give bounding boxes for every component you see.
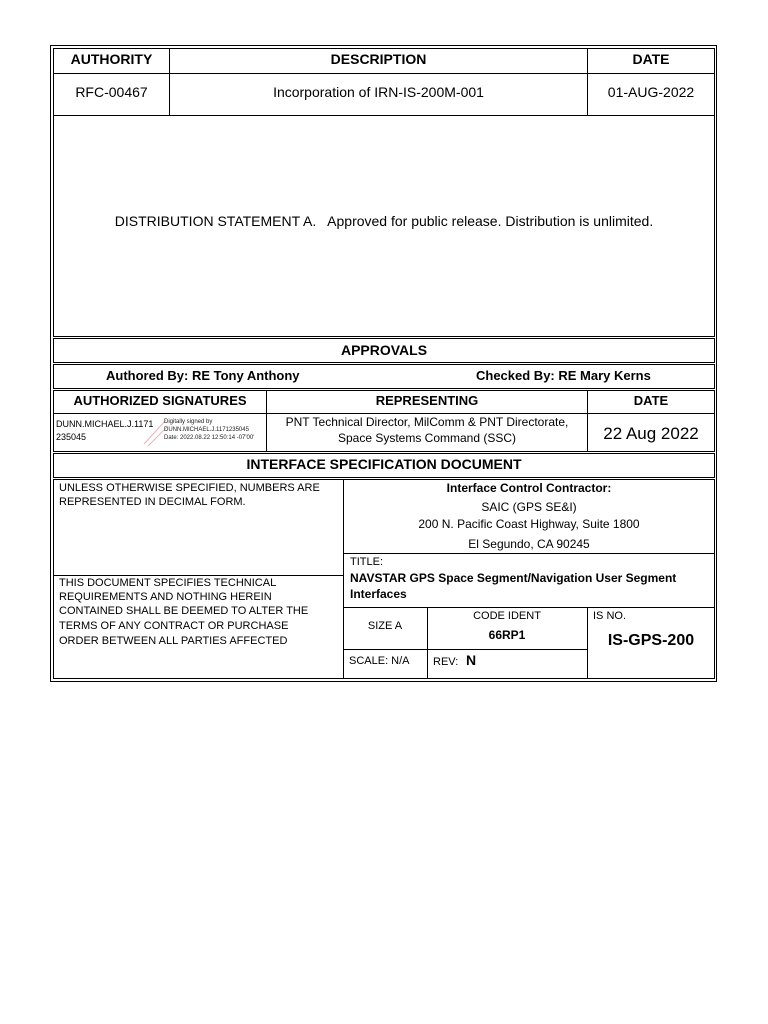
date-value: 01-AUG-2022	[607, 84, 695, 100]
decimal-note-line1: UNLESS OTHERWISE SPECIFIED, NUMBERS ARE	[59, 482, 320, 494]
requirements-note-line1: THIS DOCUMENT SPECIFIES TECHNICAL	[59, 577, 277, 589]
scale: SCALE: N/A	[349, 655, 410, 667]
signer-name-line1: DUNN.MICHAEL.J.1171	[56, 419, 154, 429]
signature-stamp-line1: Digitally signed by	[164, 419, 213, 425]
requirements-note-line4: TERMS OF ANY CONTRACT OR PURCHASE	[59, 620, 289, 632]
approvals-header-divider	[53, 413, 715, 414]
title-label: TITLE:	[350, 556, 384, 568]
representing-line1: PNT Technical Director, MilComm & PNT Directorate,	[285, 415, 569, 429]
approval-date-header: DATE	[633, 393, 669, 408]
requirements-note-line3: CONTAINED SHALL BE DEEMED TO ALTER THE	[59, 605, 309, 617]
checked-by: Checked By: RE Mary Kerns	[476, 368, 651, 383]
rev-value: N	[466, 652, 477, 668]
approval-date: 22 Aug 2022	[603, 424, 699, 443]
document-title-line2: Interfaces	[350, 587, 407, 601]
decimal-note-line2: REPRESENTED IN DECIMAL FORM.	[59, 496, 246, 508]
isd-title: INTERFACE SPECIFICATION DOCUMENT	[246, 456, 522, 472]
code-ident-value: 66RP1	[488, 628, 526, 642]
size-divider	[343, 649, 588, 650]
signatures-header: AUTHORIZED SIGNATURES	[73, 393, 247, 408]
title-divider	[343, 607, 715, 608]
representing-header: REPRESENTING	[375, 393, 479, 408]
signature-stamp-line2: DUNN.MICHAEL.J.1171235045	[164, 427, 249, 433]
is-no-value: IS-GPS-200	[607, 632, 695, 649]
authored-by: Authored By: RE Tony Anthony	[106, 368, 300, 383]
contractor-divider	[343, 553, 715, 554]
header-divider	[53, 73, 715, 74]
description-header: DESCRIPTION	[330, 51, 427, 67]
size: SIZE A	[367, 620, 403, 632]
distribution-statement: DISTRIBUTION STATEMENT A. Approved for public release. Distribution is unlimited.	[114, 213, 654, 229]
is-no-label: IS NO.	[593, 610, 627, 622]
document-title-line1: NAVSTAR GPS Space Segment/Navigation User Segment	[350, 571, 677, 585]
contractor-label: Interface Control Contractor:	[446, 481, 612, 495]
contractor-name: SAIC (GPS SE&I)	[481, 500, 577, 514]
signer-name-line2: 235045	[56, 432, 87, 442]
rev-label: REV:	[433, 656, 459, 668]
left-divider	[53, 575, 344, 576]
approvals-title: APPROVALS	[340, 342, 428, 358]
requirements-note-line2: REQUIREMENTS AND NOTHING HEREIN	[59, 591, 272, 603]
authority-value: RFC-00467	[75, 84, 148, 100]
contractor-address1: 200 N. Pacific Coast Highway, Suite 1800	[418, 517, 640, 531]
date-header: DATE	[632, 51, 670, 67]
contractor-address2: El Segundo, CA 90245	[468, 537, 590, 551]
description-value: Incorporation of IRN-IS-200M-001	[273, 84, 484, 100]
requirements-note-line5: ORDER BETWEEN ALL PARTIES AFFECTED	[59, 635, 288, 647]
representing-line2: Space Systems Command (SSC)	[337, 431, 517, 445]
code-ident-label: CODE IDENT	[473, 610, 541, 622]
signature-stamp-line3: Date: 2022.08.22 12:50:14 -07'00'	[164, 435, 255, 441]
authority-header: AUTHORITY	[70, 51, 153, 67]
